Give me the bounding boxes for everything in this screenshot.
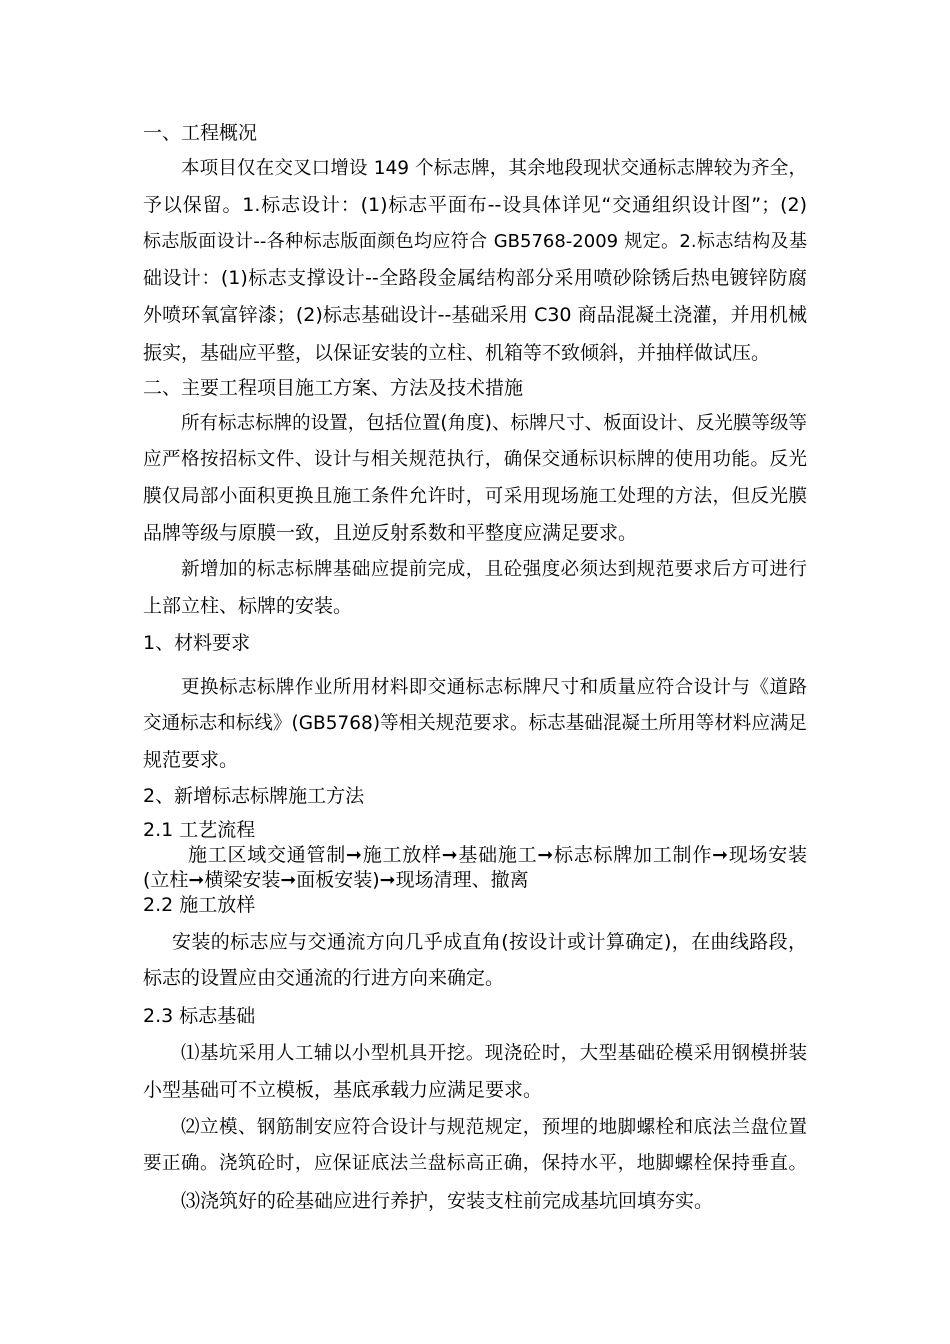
paragraph-line: 品牌等级与原膜一致，且逆反射系数和平整度应满足要求。	[143, 522, 638, 544]
paragraph-line: 上部立柱、标牌的安装。	[143, 595, 353, 617]
section-heading-methods: 二、主要工程项目施工方案、方法及技术措施	[143, 377, 524, 399]
paragraph-line: 规范要求。	[143, 749, 239, 771]
list-item-line: 要正确。浇筑砼时，应保证底法兰盘标高正确，保持水平，地脚螺栓保持垂直。	[143, 1153, 807, 1174]
paragraph-line: 更换标志标牌作业所用材料即交通标志标牌尺寸和质量应符合设计与《道路	[181, 677, 807, 698]
section-heading-overview: 一、工程概况	[143, 122, 258, 144]
paragraph-line: 安装的标志应与交通流方向几乎成直角(按设计或计算确定)，在曲线路段，	[172, 931, 807, 953]
paragraph-line: 交通标志和标线》(GB5768)等相关规范要求。标志基础混凝土所用等材料应满足	[143, 713, 807, 734]
paragraph-line: 本项目仅在交叉口增设 149 个标志牌，其余地段现状交通标志牌较为齐全，	[181, 158, 807, 179]
paragraph-line: 所有标志标牌的设置，包括位置(角度)、标牌尺寸、板面设计、反光膜等级等	[181, 413, 807, 434]
subheading-foundation: 2.3 标志基础	[143, 1005, 256, 1027]
process-flow-line: (立柱➞横梁安装➞面板安装)➞现场清理、撤离	[143, 869, 529, 891]
subheading-new-signs: 2、新增标志标牌施工方法	[143, 785, 365, 807]
paragraph-line: 础设计：(1)标志支撑设计--全路段金属结构部分采用喷砂除锈后热电镀锌防腐	[143, 267, 807, 289]
subheading-layout: 2.2 施工放样	[143, 894, 256, 916]
list-item-line: ⑴基坑采用人工辅以小型机具开挖。现浇砼时，大型基础砼模采用钢模拼装	[181, 1043, 807, 1064]
paragraph-line: 应严格按招标文件、设计与相关规范执行，确保交通标识标牌的使用功能。反光	[143, 449, 807, 470]
process-flow-line: 施工区域交通管制➞施工放样➞基础施工➞标志标牌加工制作➞现场安装	[188, 844, 807, 866]
paragraph-line: 标志版面设计--各种标志版面颜色均应符合 GB5768-2009 规定。2.标志结构及基	[143, 231, 807, 252]
paragraph-line: 外喷环氧富锌漆；(2)标志基础设计--基础采用 C30 商品混凝土浇灌，并用机械	[143, 304, 807, 326]
paragraph-line: 标志的设置应由交通流的行进方向来确定。	[143, 967, 505, 989]
paragraph-line: 予以保留。1.标志设计：(1)标志平面布--设具体详见“交通组织设计图”；(2)	[143, 194, 807, 216]
subheading-process-flow: 2.1 工艺流程	[143, 819, 256, 841]
paragraph-line: 新增加的标志标牌基础应提前完成，且砼强度必须达到规范要求后方可进行	[181, 559, 807, 580]
paragraph-line: 膜仅局部小面积更换且施工条件允许时，可采用现场施工处理的方法，但反光膜	[143, 486, 807, 507]
paragraph-line: 振实，基础应平整，以保证安装的立柱、机箱等不致倾斜，并抽样做试压。	[143, 342, 771, 364]
subheading-materials: 1、材料要求	[143, 632, 251, 654]
list-item-line: ⑶浇筑好的砼基础应进行养护，安装支柱前完成基坑回填夯实。	[181, 1190, 714, 1212]
list-item-line: ⑵立模、钢筋制安应符合设计与规范规定，预埋的地脚螺栓和底法兰盘位置	[181, 1117, 807, 1138]
list-item-line: 小型基础可不立模板，基底承载力应满足要求。	[143, 1079, 543, 1101]
